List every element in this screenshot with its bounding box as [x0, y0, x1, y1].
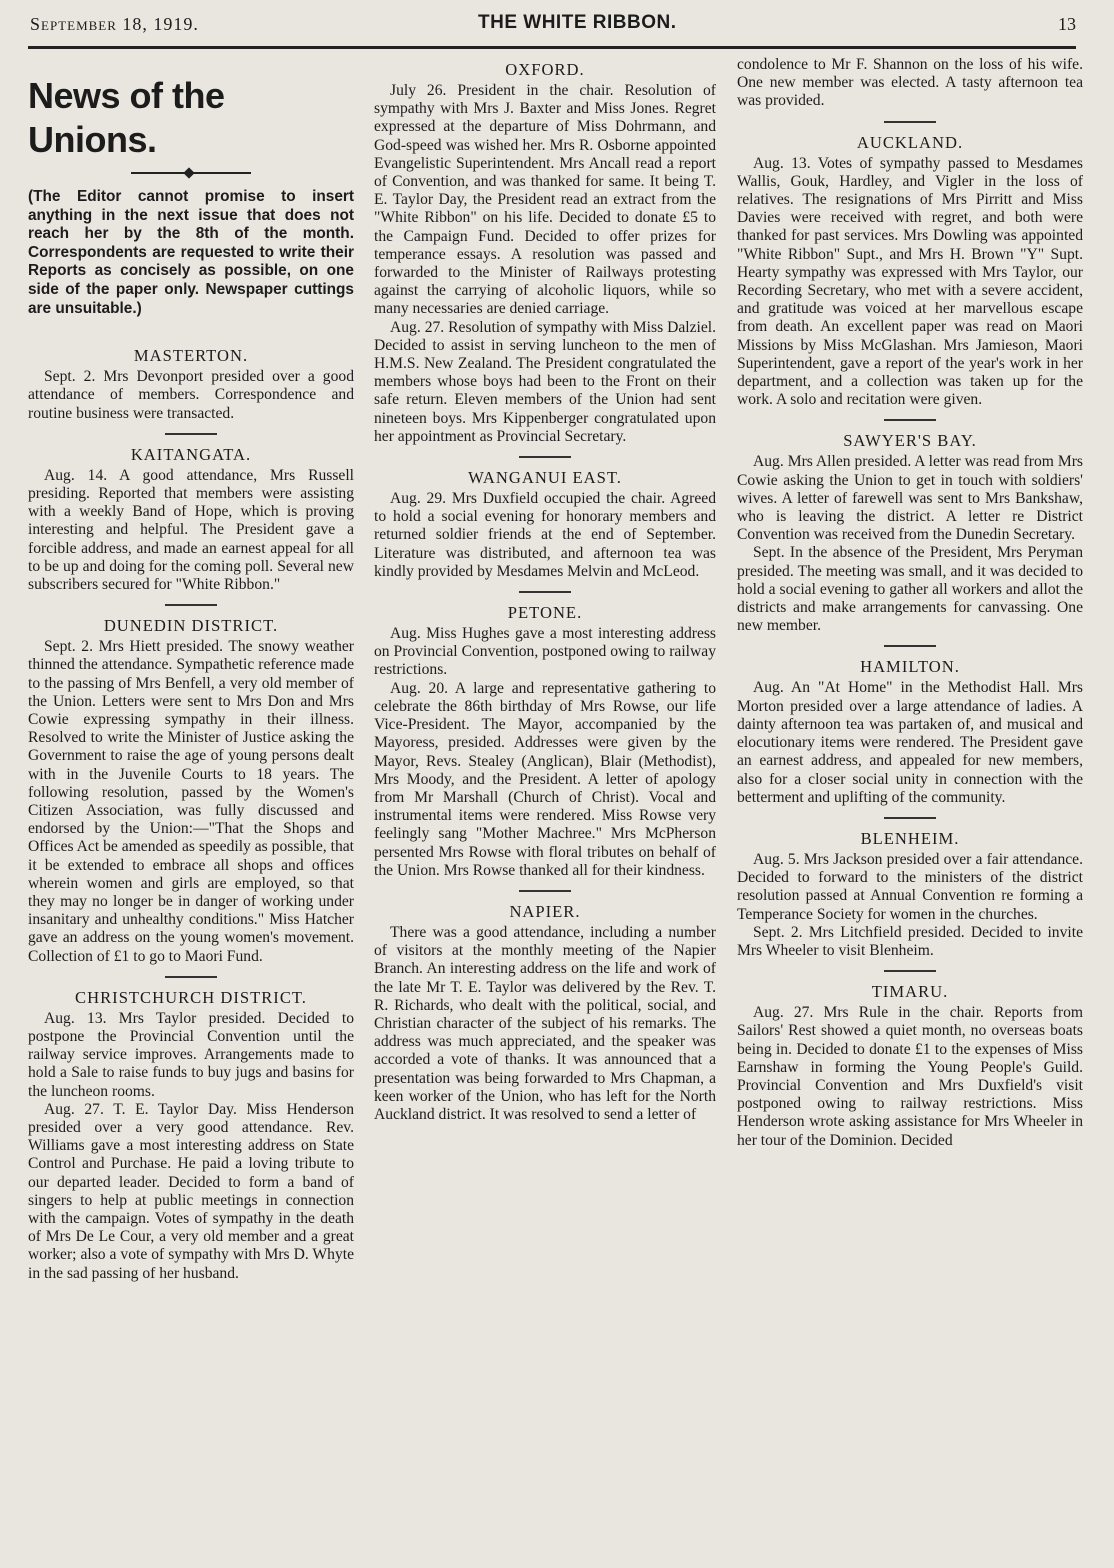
report-paragraph: Sept. 2. Mrs Litchfield presided. Decided to invite Mrs Wheeler to visit Blenheim. [737, 923, 1083, 959]
report-paragraph: Aug. Miss Hughes gave a most interesting address on Provincial Convention, postponed owing to railway restrictions. [374, 625, 716, 679]
report-paragraph: July 26. President in the chair. Resolution of sympathy with Mrs J. Baxter and Miss Jones. Regret expressed at the departure of Miss Dohrmann, and God-speed was wished her. Mrs R. Osborne appointed Evangelistic Superintendent. Mrs Ancall read a report of Convention, and was thanked for same. It being T. E. Taylor Day, the President read an extract from the "White Ribbon" on his life. Decided to donate £5 to the Campaign Fund. Decided to offer prizes for temperance essays. A resolution was passed and forwarded to the Minister of Railways protesting against the carrying of alcoholic liquors, while so many necessaries are denied carriage. [374, 82, 716, 318]
report-separator [884, 121, 936, 123]
union-report [28, 346, 354, 423]
union-report [737, 121, 1083, 410]
column-1-reports [28, 346, 354, 1283]
report-separator [165, 976, 217, 978]
union-name: AUCKLAND. [856, 132, 964, 152]
report-separator [884, 817, 936, 819]
union-report [737, 56, 1083, 111]
union-name: NAPIER. [509, 901, 581, 921]
report-paragraph: Aug. 13. Votes of sympathy passed to Mesdames Wallis, Gouk, Hardley, and Vigler in the loss of relatives. The resignations of Mrs Pirritt and Miss Davies were received with regret, and both were thanked for past services. Mrs Dowling was appointed "White Ribbon" Supt., and Mrs H. Brown "Y" Supt. Hearty sympathy was expressed with Mrs Taylor, our Recording Secretary, who met with a severe accident, and gratitude was voiced at her marvellous escape from death. An excellent paper was read on Maori Missions by Miss McGlashan. Mrs Jamieson, Maori Superintendent, gave a report of the year's work in her department, and a collection was taken up for the work. A solo and recitation were given. [737, 154, 1083, 409]
report-separator [519, 456, 571, 458]
title-ornament [131, 168, 251, 178]
union-name: BLENHEIM. [860, 828, 960, 848]
column-1 [28, 56, 354, 1293]
column-3-reports [737, 56, 1083, 1150]
report-paragraph: Aug. 5. Mrs Jackson presided over a fair attendance. Decided to forward to the ministers of the district resolution passed at Annual Convention re forming a Temperance Society for women in the churches. [737, 850, 1083, 923]
report-paragraph: Aug. 20. A large and representative gathering to celebrate the 86th birthday of Mrs Rowse, our life Vice-President. The Mayor, accompanied by the Mayoress, presided. Addresses were given by the Mayor, Revs. Stealey (Anglican), Blair (Methodist), Mrs Moody, and the President. A letter of apology from Mr Marshall (Church of Christ). Vocal and instrumental items were rendered. Miss Rowse very feelingly sang "Mother Machree." Mrs McPherson persented Mrs Rowse with floral tributes on behalf of the Union. Mrs Rowse thanked all for their kindness. [374, 679, 716, 879]
union-name: HAMILTON. [860, 657, 960, 677]
report-paragraph: Sept. In the absence of the President, Mrs Peryman presided. The meeting was small, and it was decided to hold a social evening to gather all workers and allot the districts and make arrangements for canvassing. One new member. [737, 544, 1083, 635]
union-report [737, 419, 1083, 635]
union-name: OXFORD. [505, 60, 585, 79]
column-2-reports [374, 60, 716, 1124]
union-name: TIMARU. [871, 982, 949, 1002]
column-2 [374, 56, 716, 1134]
report-separator [165, 604, 217, 606]
report-paragraph: There was a good attendance, including a number of visitors at the monthly meeting of the Napier Branch. An interesting address on the life and work of the late Mr T. E. Taylor was delivered by the Rev. T. R. Richards, who dealt with the political, social, and Christian character of the subject of his remarks. The address was much appreciated, and the speaker was accorded a vote of thanks. It was announced that a presentation was being forwarded to Mrs Chapman, a keen worker of the Union, who has left for the North Auckland district. It was resolved to send a letter of [374, 923, 716, 1123]
union-report [737, 970, 1083, 1150]
header-rule [28, 46, 1076, 49]
report-paragraph: Sept. 2. Mrs Hiett presided. The snowy weather thinned the attendance. Sympathetic reference made to the passing of Mrs Benfell, a very old member of the Union. Letters were sent to Mrs Don and Mrs Cowie expressing sympathy in their illness. Resolved to write the Minister of Justice asking the Government to raise the age of young persons dealt with in the Juvenile Courts to 18 years. The following resolution, passed by the Women's Citizen Association, was fully discussed and endorsed by the Union:—"That the Shops and Offices Act be amended as speedily as possible, that it be extended to embrace all shops and offices wherein women and girls are employed, so that they may no longer be in danger of working under insanitary and unhealthy conditions." Miss Hatcher gave an address on the young women's movement. Collection of £1 to go to Maori Fund. [28, 638, 354, 965]
page-number: 13 [1058, 14, 1076, 34]
report-paragraph: Aug. 13. Mrs Taylor presided. Decided to postpone the Provincial Convention until the railway service improves. Arrangements made to hold a Sale to raise funds to buy jugs and basins for the luncheon rooms. [28, 1009, 354, 1100]
column-3 [737, 56, 1083, 1160]
report-separator [165, 433, 217, 435]
report-separator [519, 890, 571, 892]
union-report [28, 433, 354, 594]
report-paragraph: condolence to Mr F. Shannon on the loss of his wife. One new member was elected. A tasty afternoon tea was provided. [737, 56, 1083, 110]
union-name: KAITANGATA. [130, 444, 252, 464]
union-name: CHRISTCHURCH DISTRICT. [75, 987, 307, 1007]
editor-note: (The Editor cannot promise to insert anything in the next issue that does not reach her by the 8th of the month. Correspondents are requested to write their Reports as concisely as possible, on one side of the paper only. Newspaper cuttings are unsuitable.) [28, 188, 354, 317]
union-report [28, 604, 354, 966]
report-separator [884, 970, 936, 972]
union-name: PETONE. [507, 603, 583, 623]
union-report [737, 645, 1083, 806]
union-name: MASTERTON. [133, 346, 249, 366]
section-title: News of the Unions. [28, 75, 225, 160]
report-paragraph: Aug. Mrs Allen presided. A letter was read from Mrs Cowie asking the Union to get in touch with soldiers' wives. A letter of farewell was sent to Mrs Bankshaw, who is leaving the district. A letter re District Convention was received from the Dunedin Secretary. [737, 453, 1083, 544]
journal-title: THE WHITE RIBBON. [478, 12, 677, 33]
union-report [374, 456, 716, 581]
report-paragraph: Aug. An "At Home" in the Methodist Hall. Mrs Morton presided over a large attendance of ladies. A dainty afternoon tea was partaken of, and musical and elocutionary items were rendered. The President gave an earnest address, and appealed for new members, also for a closer social unity in connection with the betterment and uplifting of the community. [737, 679, 1083, 806]
union-name: SAWYER'S BAY. [843, 431, 977, 451]
report-paragraph: Aug. 14. A good attendance, Mrs Russell presiding. Reported that members were assisting with a weekly Band of Hope, which is proving interesting and helpful. The President gave a forcible address, and made an earnest appeal for all to be up and doing for the coming poll. Several new subscribers secured for "White Ribbon." [28, 466, 354, 593]
union-report [374, 591, 716, 880]
union-name: DUNEDIN DISTRICT. [103, 616, 279, 636]
issue-date: September 18, 1919. [30, 14, 199, 34]
union-name: WANGANUI EAST. [468, 468, 622, 488]
union-report [374, 60, 716, 446]
report-paragraph: Aug. 27. Mrs Rule in the chair. Reports from Sailors' Rest showed a quiet month, no overseas boats being in. Decided to donate £1 to the expenses of Miss Earnshaw in forming the Young People's Guild. Provincial Convention and Mrs Duxfield's visit postponed owing to railway restrictions. Miss Henderson wrote asking assistance for Mrs Wheeler in her tour of the Dominion. Decided [737, 1004, 1083, 1149]
running-header [30, 8, 1076, 40]
report-separator [884, 419, 936, 421]
union-report [737, 817, 1083, 960]
union-report [374, 890, 716, 1124]
report-paragraph: Aug. 27. T. E. Taylor Day. Miss Henderson presided over a very good attendance. Rev. Williams gave a most interesting address on State Control and Purchase. He paid a loving tribute to our departed leader. Decided to form a band of singers to help at public meetings in connection with the campaign. Votes of sympathy in the death of Mrs De Le Cour, a very old member and a great worker; also a vote of sympathy with Mrs D. Whyte in the sad passing of her husband. [28, 1100, 354, 1282]
report-paragraph: Aug. 29. Mrs Duxfield occupied the chair. Agreed to hold a social evening for honorary members and returned soldier friends at the end of September. Literature was distributed, and afternoon tea was kindly provided by Mesdames Melvin and McLeod. [374, 490, 716, 580]
report-separator [884, 645, 936, 647]
report-paragraph: Sept. 2. Mrs Devonport presided over a good attendance of members. Correspondence and routine business were transacted. [28, 368, 354, 422]
report-paragraph: Aug. 27. Resolution of sympathy with Miss Dalziel. Decided to assist in serving luncheon to the men of H.M.S. New Zealand. The President congratulated the members whose boys had been to the Front on their safe return. Eleven members of the Union had sent nineteen boys. Mrs Kippenberger congratulated upon her appointment as Provincial Secretary. [374, 318, 716, 445]
report-separator [519, 591, 571, 593]
union-report [28, 976, 354, 1283]
